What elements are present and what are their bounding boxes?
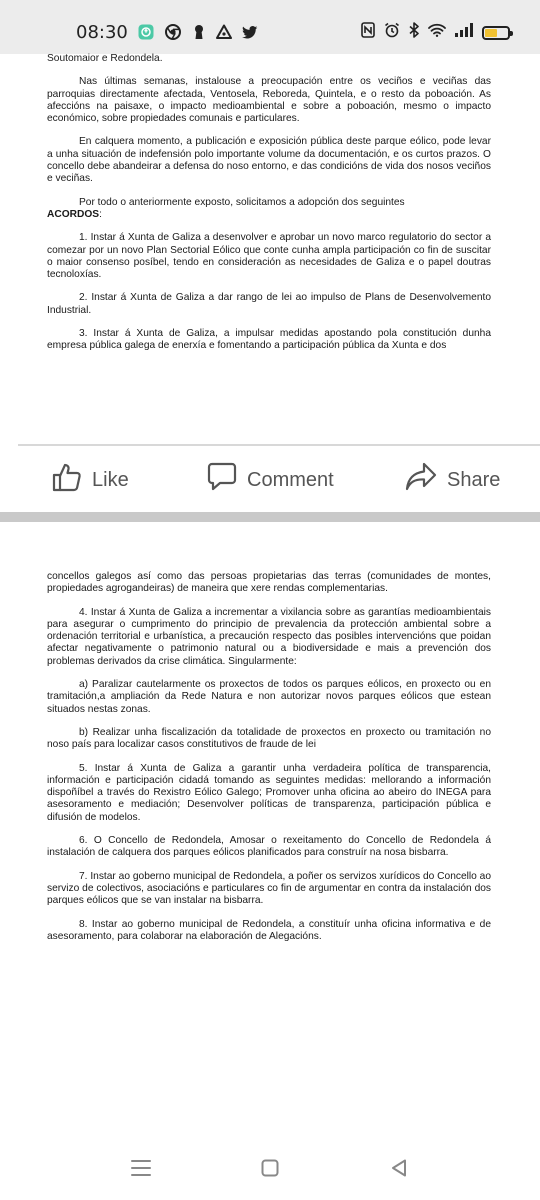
acordos-colon: : [99, 208, 102, 220]
bluetooth-icon [409, 22, 419, 43]
acordos-intro: Por todo o anteriormente exposto, solicitamos a adopción dos seguintes [79, 196, 405, 208]
doc-item: 8. Instar ao goberno municipal de Redondela, a constituír unha oficina informativa e de asesoramento, para colaborar na elaboración de Alegacións. [47, 918, 491, 942]
battery-icon [482, 26, 510, 40]
battery-level [485, 29, 497, 37]
doc-item: 2. Instar á Xunta de Galiza a dar rango de lei ao impulso de Plans de Desenvolvemento Industrial. [47, 292, 491, 316]
chrome-icon [165, 24, 181, 40]
like-label: Like [92, 468, 129, 491]
status-bar [0, 0, 540, 54]
document-page-1 [0, 54, 540, 444]
like-button[interactable] [52, 462, 129, 498]
post-divider [0, 512, 540, 522]
recent-apps-icon[interactable] [129, 1156, 153, 1180]
doc-line: Soutomaior e Redondela. [47, 53, 163, 64]
app-notification-icon [138, 24, 154, 40]
doc-item: 1. Instar á Xunta de Galiza a desenvolver e aprobar un novo marco regulatorio do sector a comezar por un novo Plan Sectorial Eólico que conte cunha ampla participación co fin de suscitar o maior consenso posíbel, tendo en consideración as necesidades de Galiza e o papel doutras tecnoloxías. [47, 232, 491, 281]
share-arrow-icon [405, 462, 437, 498]
acordos-heading: ACORDOS [47, 208, 100, 220]
doc-item: 5. Instar á Xunta de Galiza a garantir unha verdadeira política de transparencia, información e participación cidadá tomando as seguintes medidas: mellorando a información dispoñíbel a través do Rexistro Eólico Galego; Promover unha oficina ao abeiro do INEGA para asesoramento e mediación; Desenvolver políticas de transparenza, participación pública e difusión de modelos. [47, 762, 491, 823]
home-icon[interactable] [258, 1156, 282, 1180]
doc-item: 6. O Concello de Redondela, Amosar o rexeitamento do Concello de Redondela á instalación de calquera dos parques eólicos planificados para construír na nosa bisbarra. [47, 835, 491, 859]
document-page-2 [0, 522, 540, 1142]
share-button[interactable] [405, 462, 500, 498]
doc-item: 3. Instar á Xunta de Galiza, a impulsar medidas apostando pola constitución dunha empresa pública galega de enerxía e fomentando a participación pública da Xunta e dos [47, 328, 491, 352]
post-action-bar [0, 446, 540, 512]
navigation-bar [0, 1142, 540, 1200]
doc-paragraph: En calquera momento, a publicación e exposición pública deste parque eólico, pode levar a unha situación de indefensión polo importante volume da documentación, e os curtos prazos. O concello debe abandeirar a defensa do noso entorno, e das condicións de vida dos nosos veciños e veciñas. [47, 136, 491, 185]
doc-item: a) Paralizar cautelarmente os proxectos de todos os parques eólicos, en proxecto ou en tramitación,a ampliación da Rede Natura e non autorizar novos parques eólicos que estean situados nestas zonas. [47, 679, 491, 715]
speech-bubble-icon [207, 462, 237, 498]
doc-paragraph-acordos [47, 197, 491, 222]
nfc-icon [361, 22, 375, 43]
keyhole-icon [191, 24, 207, 40]
back-icon[interactable] [387, 1156, 411, 1180]
doc-item: 4. Instar á Xunta de Galiza a incrementar a vixilancia sobre as garantías medioambientais para asegurar o cumprimento do principio de prevalencia da protección ambiental sobre a ordenación territorial e urbanística, a precaución respecto das posibles intervencións que poidan afectar negativamente o patrimonio natural ou a biodiversidade e mais a prevención dos problemas derivados da crise climática. Singularmente: [47, 606, 491, 667]
share-label: Share [447, 468, 501, 491]
thumbs-up-icon [52, 462, 82, 498]
comment-label: Comment [247, 468, 334, 491]
doc-line: concellos galegos así como das persoas propietarias das terras (comunidades de montes, propiedades agrogandeiras) de maneira que xere rendas complementarias. [47, 571, 491, 595]
wifi-icon [428, 23, 446, 42]
document-text-1 [47, 53, 491, 364]
document-text-2 [47, 571, 491, 954]
doc-item: 7. Instar ao goberno municipal de Redondela, a poñer os servizos xurídicos do Concello ao servizo de colectivos, asociacións e particulares co fin de argumentar en contra da instalación dos parques eólicos que se van instalar na bisbarra. [47, 870, 491, 907]
status-time: 08:30 [76, 22, 128, 43]
doc-paragraph: Nas últimas semanas, instalouse a preocupación entre os veciños e veciñas das parroquias directamente afectada, Ventosela, Reboreda, Quintela, e o resto da poboación. As afeccións na paisaxe, o impacto medioambiental e sobre a poboación, mesmo o impacto económico, sobre propiedades comunais e particulares. [47, 76, 491, 125]
status-right-group [361, 22, 510, 43]
alarm-icon [384, 22, 400, 43]
doc-item: b) Realizar unha fiscalización da totalidade de proxectos en proxecto ou tramitación no noso país para localizar casos constitutivos de fraude de lei [47, 726, 491, 751]
twitter-icon [242, 24, 258, 40]
signal-icon [455, 23, 473, 42]
comment-button[interactable] [207, 462, 334, 498]
triangle-app-icon [216, 24, 232, 40]
